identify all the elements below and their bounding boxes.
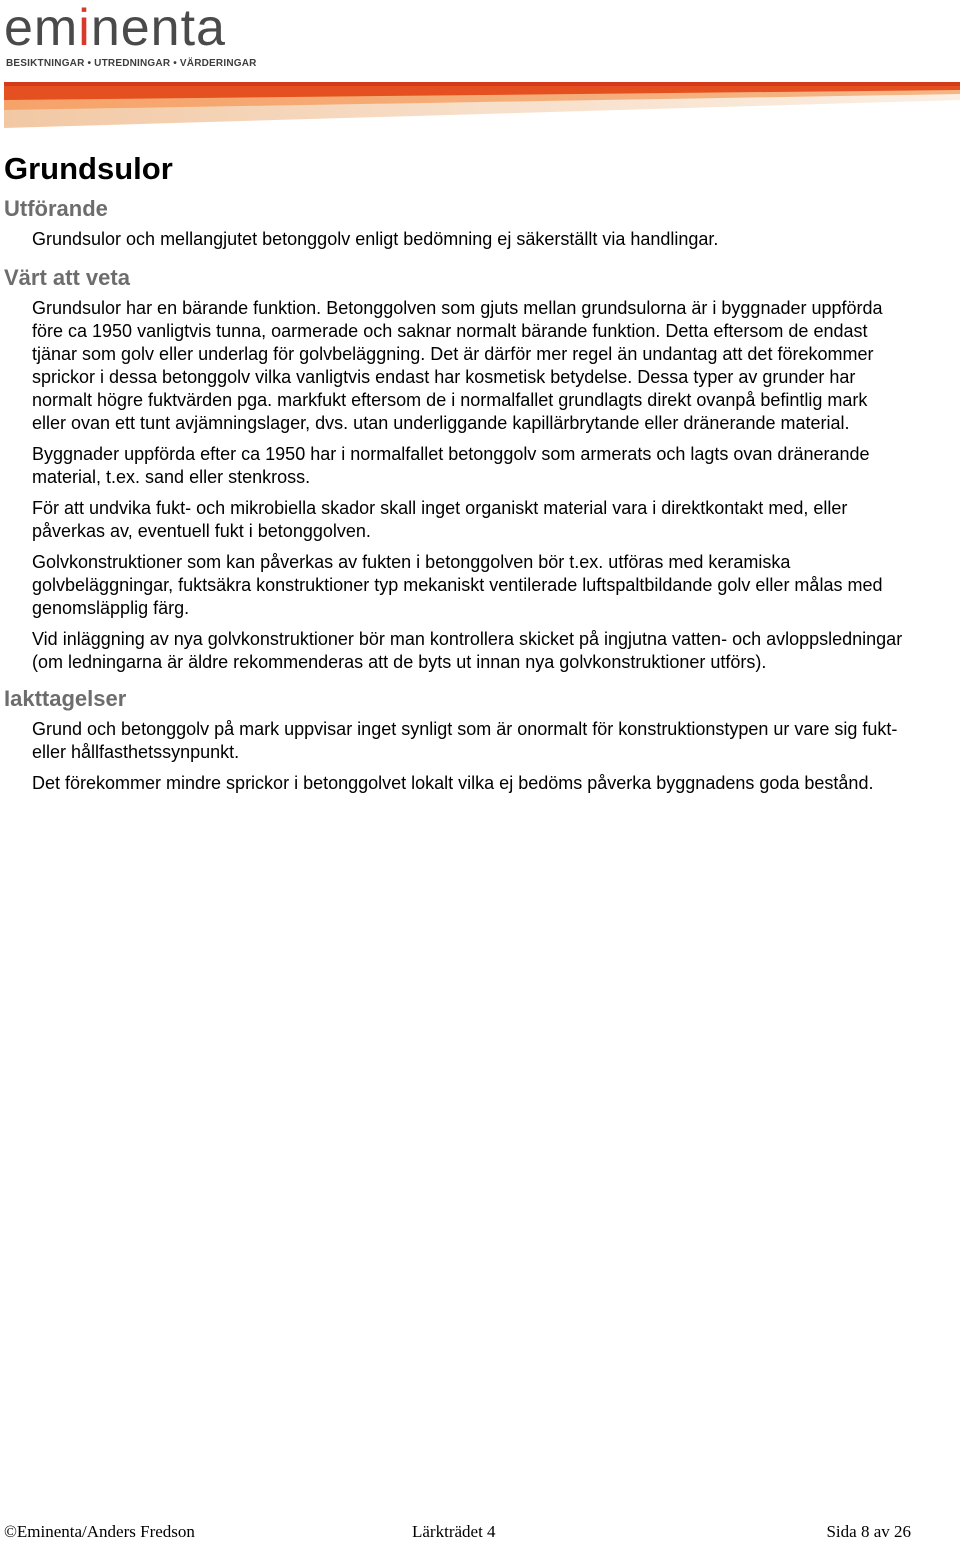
paragraph: Golvkonstruktioner som kan påverkas av fukten i betonggolven bör t.ex. utföras med keramiska golvbeläggningar, fuktsäkra konstruktioner typ mekaniskt ventilerade luftspaltbildande golv eller målas med genomsläpplig färg. xyxy=(32,552,883,618)
paragraph: För att undvika fukt- och mikrobiella skador skall inget organiskt material vara i direktkontakt med, eller påverkas av, eventuell fukt i betonggolven. xyxy=(32,498,848,541)
logo-wordmark: eminenta xyxy=(4,0,226,57)
section-heading-iakttagelser: Iakttagelser xyxy=(4,686,127,711)
paragraph: Grundsulor har en bärande funktion. Betonggolven som gjuts mellan grundsulorna är i byggnader uppförda före ca 1950 vanligtvis tunna, oarmerade och saknar normalt bärande funktion. Detta eftersom de endast tjänar som golv eller underlag för golvbeläggning. Det är därför mer regel än undantag att det förekommer sprickor i dessa betonggolv vilka vanligtvis endast har kosmetisk betydelse. Dessa typer av grunder har normalt högre fuktvärden pga. markfukt eftersom de i normalfallet grundlagts direkt ovanpå befintlig mark eller ovan ett tunt avjämningslager, dvs. utan underliggande kapillärbrytande eller dränerande material. xyxy=(32,298,883,433)
section-heading-vart-att-veta: Värt att veta xyxy=(4,265,130,290)
page-footer xyxy=(4,1522,911,1544)
paragraph: Vid inläggning av nya golvkonstruktioner bör man kontrollera skicket på ingjutna vatten- och avloppsledningar (om ledningarna är äldre rekommenderas att de byts ut innan nya golvkonstruktioner utförs). xyxy=(32,629,903,672)
page-header xyxy=(0,0,960,130)
paragraph: Det förekommer mindre sprickor i betonggolvet lokalt vilka ej bedöms påverka byggnadens goda bestånd. xyxy=(32,773,874,793)
logo-tagline: BESIKTNINGAR • UTREDNINGAR • VÄRDERINGAR xyxy=(6,58,257,69)
document-body xyxy=(4,150,904,795)
section-heading-utforande: Utförande xyxy=(4,196,108,221)
paragraph: Grund och betonggolv på mark uppvisar inget synligt som är onormalt för konstruktionstypen ur vare sig fukt- eller hållfasthetssynpunkt. xyxy=(32,719,898,762)
header-banner-stripe xyxy=(4,82,960,128)
eminenta-logo xyxy=(4,0,257,70)
paragraph: Byggnader uppförda efter ca 1950 har i normalfallet betonggolv som armerats och lagts ovan dränerande material, t.ex. sand eller stenkross. xyxy=(32,444,870,487)
footer-copyright: ©Eminenta/Anders Fredson xyxy=(4,1522,195,1541)
paragraph: Grundsulor och mellangjutet betonggolv enligt bedömning ej säkerställt via handlingar. xyxy=(32,229,719,249)
footer-property-name: Lärkträdet 4 xyxy=(412,1522,496,1541)
page-title: Grundsulor xyxy=(4,151,173,186)
footer-page-number: Sida 8 av 26 xyxy=(826,1522,911,1541)
